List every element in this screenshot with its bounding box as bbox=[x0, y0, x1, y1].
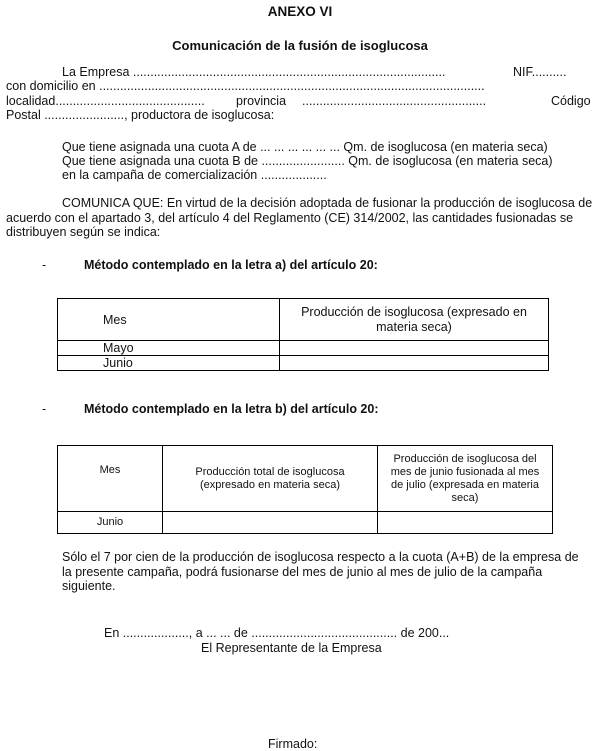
campaign-line: en la campaña de comercialización ................... bbox=[62, 168, 327, 182]
representative-label: El Representante de la Empresa bbox=[201, 641, 382, 655]
note-line-3: siguiente. bbox=[62, 579, 116, 593]
table-row bbox=[58, 341, 549, 356]
table-method-a bbox=[57, 298, 549, 371]
method-a-dash: - bbox=[42, 258, 47, 272]
method-b-heading: Método contemplado en la letra b) del artículo 20: bbox=[84, 402, 379, 416]
table-method-b bbox=[57, 445, 553, 534]
table-b-header-month: Mes bbox=[58, 446, 163, 512]
province-field: ..................................................... bbox=[302, 94, 487, 108]
company-line: La Empresa .......................................................................................... bbox=[62, 65, 446, 79]
domicile-line: con domicilio en ............................................................................................................... bbox=[6, 79, 485, 93]
table-a-value-may bbox=[280, 341, 549, 356]
locality-field: localidad........................................... bbox=[6, 94, 205, 108]
annex-title: ANEXO VI bbox=[267, 4, 333, 19]
table-row bbox=[58, 356, 549, 371]
quota-a-line: Que tiene asignada una cuota A de ... ... ... ... ... ... Qm. de isoglucosa (en materia seca) bbox=[62, 140, 548, 154]
table-b-header-fused: Producción de isoglucosa del mes de junio fusionada al mes de julio (expresada en materia seca) bbox=[378, 446, 553, 512]
table-b-header-row bbox=[58, 446, 553, 512]
note-line-2: la presente campaña, podrá fusionarse del mes de junio al mes de julio de la campaña bbox=[62, 565, 543, 579]
signed-label: Firmado: bbox=[268, 737, 318, 751]
method-b-dash: - bbox=[42, 402, 47, 416]
table-b-value-fused bbox=[378, 512, 553, 534]
table-a-row-may: Mayo bbox=[58, 341, 280, 356]
table-a-header-row bbox=[58, 299, 549, 341]
table-b-value-total bbox=[163, 512, 378, 534]
table-a-value-june bbox=[280, 356, 549, 371]
comunica-line-2: acuerdo con el apartado 3, del artículo 4 del Reglamento (CE) 314/2002, las cantidades fusionadas se bbox=[6, 211, 574, 225]
table-b-header-total: Producción total de isoglucosa (expresado en materia seca) bbox=[163, 446, 378, 512]
comunica-line-1: COMUNICA QUE: En virtud de la decisión adoptada de fusionar la producción de isoglucosa de bbox=[62, 196, 593, 210]
method-a-heading: Método contemplado en la letra a) del artículo 20: bbox=[84, 258, 378, 272]
document-subtitle: Comunicación de la fusión de isoglucosa bbox=[172, 38, 428, 53]
table-a-row-june: Junio bbox=[58, 356, 280, 371]
table-row bbox=[58, 512, 553, 534]
postal-code-label: Código bbox=[551, 94, 591, 108]
quota-b-line: Que tiene asignada una cuota B de ........................ Qm. de isoglucosa (en materia seca) bbox=[62, 154, 553, 168]
note-line-1: Sólo el 7 por cien de la producción de isoglucosa respecto a la cuota (A+B) de la empresa de bbox=[62, 550, 579, 564]
nif-field: NIF.......... bbox=[513, 65, 567, 79]
place-date-line: En ..................., a ... ... de .......................................... de 200... bbox=[104, 626, 450, 640]
table-b-row-june: Junio bbox=[58, 512, 163, 534]
table-a-header-month: Mes bbox=[58, 299, 280, 341]
comunica-line-3: distribuyen según se indica: bbox=[6, 225, 161, 239]
table-a-header-production: Producción de isoglucosa (expresado en materia seca) bbox=[280, 299, 549, 341]
postal-line: Postal ......................., productora de isoglucosa: bbox=[6, 108, 275, 122]
province-label: provincia bbox=[236, 94, 287, 108]
